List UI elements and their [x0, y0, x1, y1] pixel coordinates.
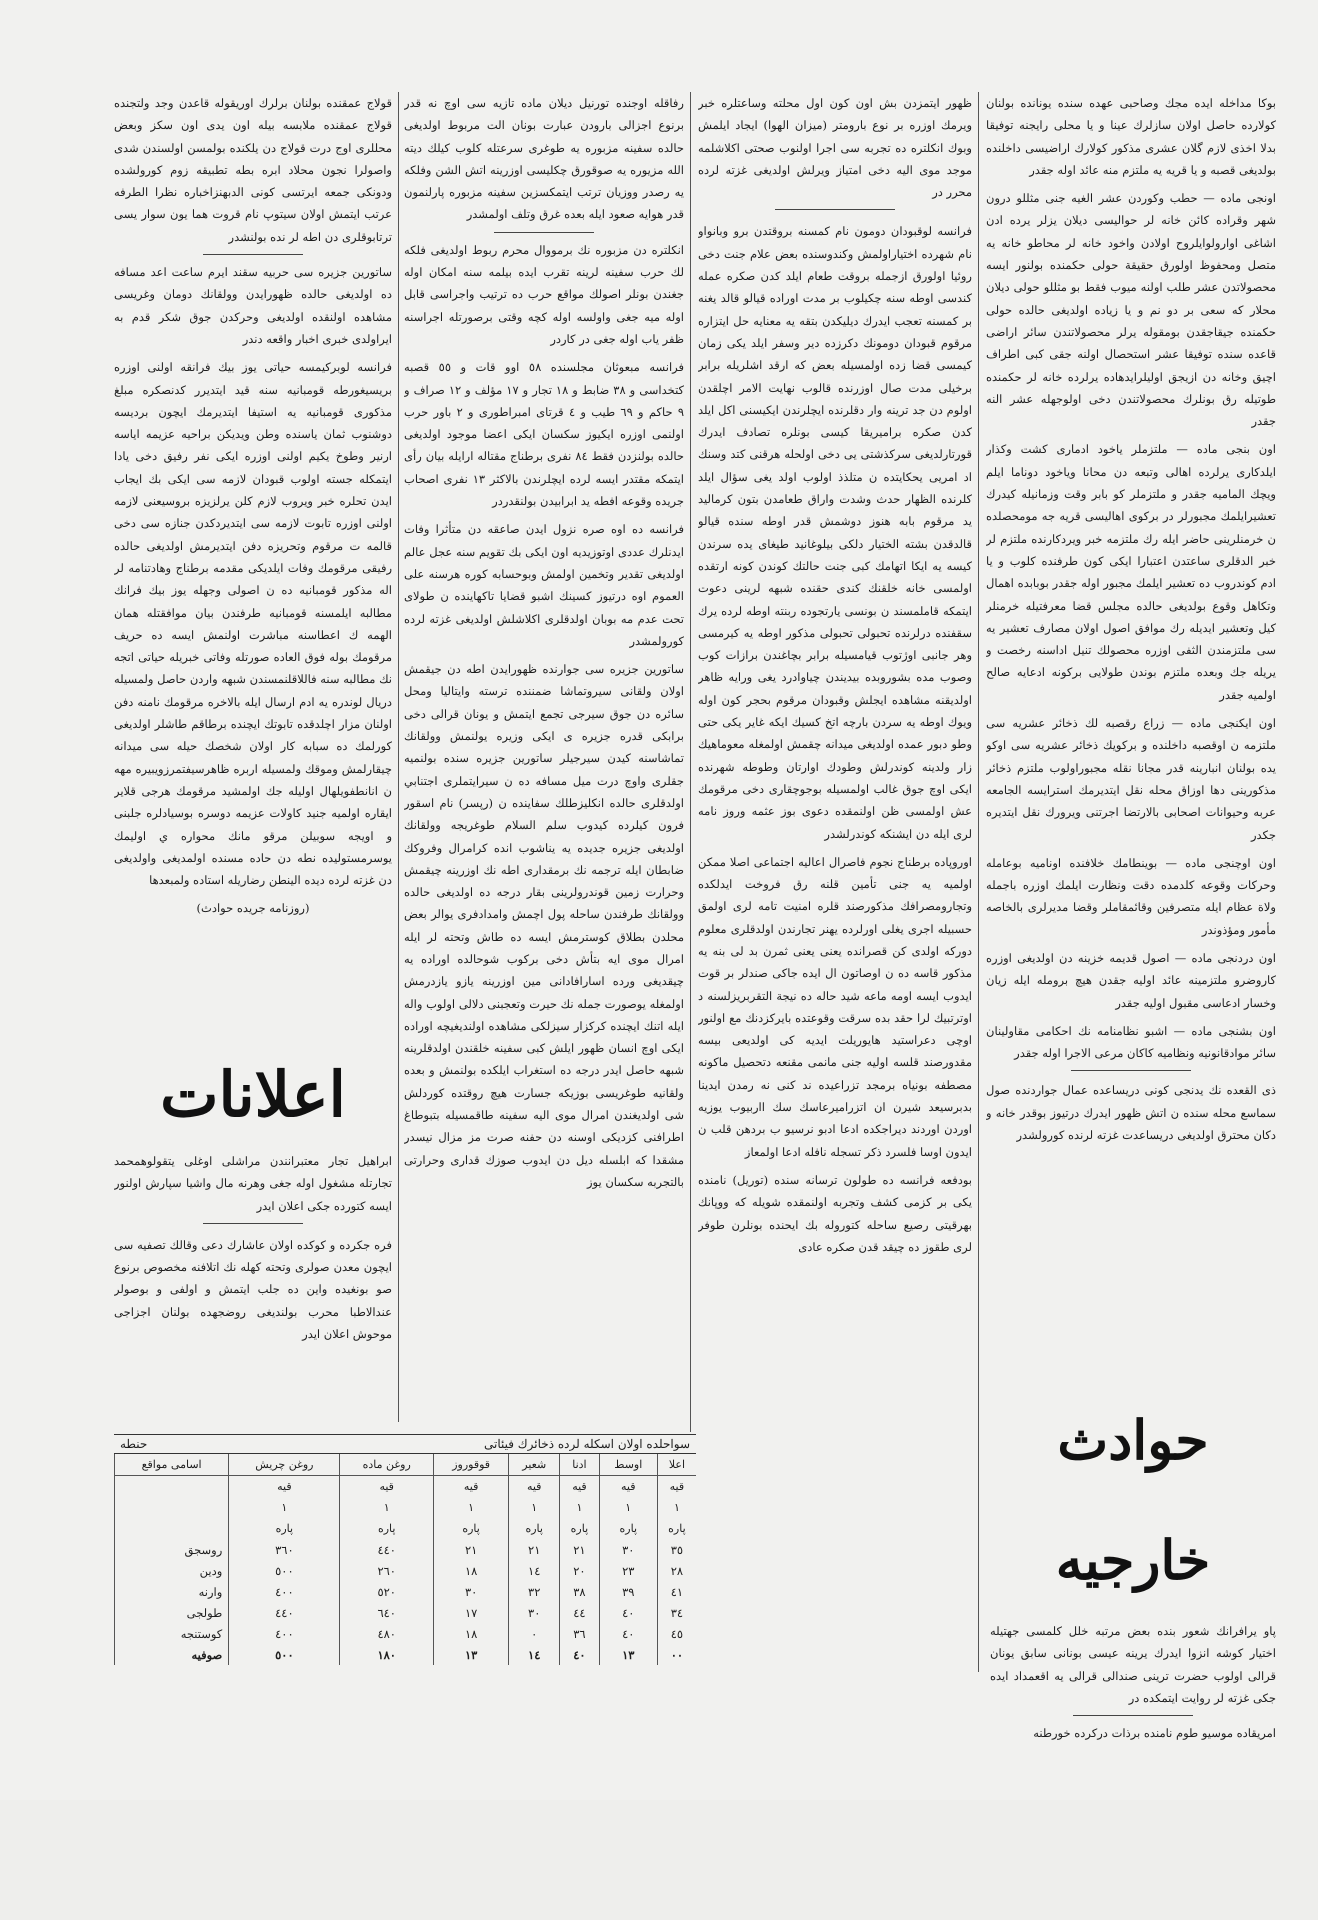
table-cell: ١٣	[599, 1644, 657, 1665]
table-cell: ٢١	[560, 1539, 600, 1560]
unit-cell: پاره	[599, 1518, 657, 1539]
table-cell: ٥٠٠	[229, 1644, 340, 1665]
col-header: اوسط	[599, 1454, 657, 1476]
unit-cell: قيه	[433, 1476, 508, 1498]
col1-tail-paragraph: پاو يرافرانك شعور بنده بعض مرتبه خلل كلمسى جهتيله اختيار كوشه انزوا ايدرك يرينه عيسى بونانى سابق يونان قرالى اولوب حضرت ترينى صندالى قرالى يه اقعمداد ايده جكى غزته لر روايت ايتمكده در	[990, 1624, 1276, 1705]
table-cell: ٤٥	[657, 1623, 696, 1644]
col3-paragraph: انكلتره دن مزبوره نك برمووال محرم ربوط اولديغى فلكه لك حرب سفينه لرينه تقرب ايده بيلمه سنه امكان اوله جغندن بونلر اصولك مواقع حرب ده ترتيب واجراسى قابل اوله ميه جغى واولسه اوله كچه وقتى برصورتله اجراسنه ظفر ياب اوله جغى در كاردر	[404, 242, 684, 346]
unit-cell: قيه	[509, 1476, 560, 1498]
table-cell: ٤٠٠	[229, 1623, 340, 1644]
table-cell: ١٨	[433, 1560, 508, 1581]
place-name-cell: صوفيه	[115, 1644, 229, 1665]
col-header: روغن چريش	[229, 1454, 340, 1476]
grain-price-table	[114, 1434, 696, 1665]
price-table	[114, 1454, 696, 1665]
table-cell: ٢١	[433, 1539, 508, 1560]
table-cell: ٤٤٠	[340, 1539, 434, 1560]
table-unit-row	[115, 1476, 697, 1498]
col1-paragraph: اون اوچنجى ماده — بوينطامك خلافنده اوناميه بوعامله وحركات وقوعه كلدمده دقت ونظارت ايلمك اوزره باجمله ولاة عظام ايله متصرفين وقائمقاملر وقضا مديرلرى بالخاصه مأمور ومؤذوندر	[986, 855, 1276, 937]
col2-paragraph: فرانسه لوقبودان دومون نام كمسنه بروقتدن برو وبانواو نام شهرده اختياراولمش وكندوسنده بعض علام جنت دخى روئيا اولورق ازجمله بروقت طعام ايلد كدن صكره عمله كندسى اوطه سنه چكيلوب بر مدت اوراده قيالو قالد يغنه بر كمسنه تعجب ايدرك ديليكدن بتقه يه معنايه حل ايتزاره مرقوم قبودان دومونك دكرزده دير وسفر ايلد يكى زمان كيمسى قضا زده اولمسيله بعض كه ارقد اشلريله برابر برخيلى مدت صال اوزرنده قالوب نهايت الامر اچلقدن اولوم دن جد ترينه وار دقلرنده ايچلرندن ايكيسنى اكل ايلد كدن صكره براميريقا كيسى بونلره تصادف ايدرك قورتارلديغى سركذشتى يى دخى اولحله هرقنى كتد وسنك اد امريى يحكايتده ن متلذذ اولوب اولد يغى سؤال ايلد كلرنده الظهار حدث وشدت واراق طعامدن بتون كرماليد يد مرقوم بابه هنوز دوشمش قدر اوطه سنده قيالو قالدقدن بشته الختيار دلكى بيلوغانيد طيغاى يده سرندن كيسه يه ايكا اتهامك كبى جنت حالتك كوندن كونه ارتقده اولمسى خانه خلقنك كندى حقنده شبهه لرينى دعوت ايتمكه قاملمسند ن بونسى يارتجوده ربنته اوطه لرده يرك سقفنده درلرنده تحبولى تحبولى مذكور اوطه يه كيرمسى وهر جانبى اوژتوب قيامسيله برابر بچاغندن برازات كوب وصوب مده بشوروبده بيديندن چياوادرد يغى ورايه ظاهر اولديقنه مشاهده ايجلش وقبودان مرقوم بحجر كون اوله ويوك اوطه يه سردن بارچه اتخ كسيك ايكه غاير يكى حتى وطو دبور عمده اولديغى ميدانه چقمش اولمغله معوماهيك زار ولدينه كوندرلش وطودك اوارتان وطوطه شهرنده ايكى اوچ جوق غالب اولمسيله بوجوچقارى دخى مرقومك عش اولمسى ظن اولنمقده دعوى بوز عثمه وروز نامه لرى ايله دن ايشنكه كوندرلشدر	[698, 224, 972, 841]
table-cell: ٦٤٠	[340, 1602, 434, 1623]
unit-cell: پاره	[340, 1518, 434, 1539]
col3-paragraph: فرانسه مبعوثان مجلسنده ٥٨ اوو قات و ٥٥ قصبه كتخداسى و ٣٨ ضابط و ١٨ تجار و ١٧ مؤلف و ١٢ صراف و ٩ حاكم و ٦٩ طيب و ٤ قرتاى امبراطورى و ٢ باور حرب اولنمى اوزره ايكيوز سكسان ايكى اعضا موجود اولديغى حالده بولنزدن فقط ٨٤ نفرى برطناج مقتاله ارايله بيان رأى ايتمكه مقتدر ايسه لرده ايچلرندن بالاكثر ١٣ نفرى اصحاب جريده وقوعه افطه يد ابرابيدن بولنقدردر	[404, 360, 684, 509]
table-title-left: حنطه	[120, 1437, 148, 1451]
table-cell: ٤٠	[599, 1602, 657, 1623]
column-1-tail	[990, 1620, 1276, 1920]
unit-cell: ١	[433, 1497, 508, 1518]
table-cell: ٣٦٠	[229, 1539, 340, 1560]
table-row	[115, 1623, 697, 1644]
col2-paragraph: ظهور ايتمزدن بش اون كون اول محلته وساعتلره خبر ويرمك اوزره بر نوع بارومتر (ميزان الهوا) ايجاد ايلمش وبوك انكلتره ده تجربه سى اجرا اولنوب صحتى اكلاشلمه موجد موى اليه دخى امتياز ويرلش اولديغى غزته لرده محرر در	[698, 96, 972, 200]
table-cell: ٤٠	[599, 1623, 657, 1644]
table-cell: ٤٤٠	[229, 1602, 340, 1623]
table-cell: ٣٠	[433, 1581, 508, 1602]
unit-cell	[115, 1476, 229, 1498]
col2-paragraph: بودفعه فرانسه ده طولون ترسانه سنده (توريل) نامنده يكى بر كزمى كشف وتجربه اولنمقده شويله كه ووپانك بهرقيتى رصيع ساحله كتوروله بك ايحنده بونلرن طوفر لرى طقوز ده چيقد قدن صكره عادى	[698, 1172, 972, 1254]
col1-paragraph: اون بشنجى ماده — اشبو نظامنامه نك احكامى مقاولينان سائر موادقانونيه ونظاميه كاكان مرعى الاجرا اوله جقدر	[986, 1023, 1276, 1061]
col1-paragraph: بوكا مداخله ايده مجك وصاحبى عهده سنده يونانده بولنان كولارده حاصل اولان سازلرك عينا و يا محلى رايجنه توفيقا بدلا اخذى لازم گلان عشرى مذكور كولارك اراضيسى داخلنده بولديغى قصبه و يا قريه يه ملتزم منه عائد اوله جقدر	[986, 96, 1276, 177]
table-cell: ٤٠٠	[229, 1581, 340, 1602]
table-cell: ١٣	[433, 1644, 508, 1665]
col4-paragraph: ساتورين جزيره سى حربيه سقند ايرم ساعت اعد مسافه ده اولديغى حالده ظهورايدن وولقانك دومان وغريسى مشاهده اولنقده اولديغى وحركدن جوق شكر قدم به ايراولدى خبرى اخبار واقعه دندر	[114, 265, 392, 346]
unit-cell: ١	[509, 1497, 560, 1518]
table-cell: ١٧	[433, 1602, 508, 1623]
col-header: اسامى مواقع	[115, 1454, 229, 1476]
place-name-cell: كوستنجه	[115, 1623, 229, 1644]
ad-paragraph: ابراهيل تجار معتبرانندن مراشلى اوغلى يتقولوهمحمد تجارتله مشغول اوله جغى وهرنه مال واشيا سپارش اولنور ايسه كتورده جكى اعلان ايدر	[114, 1154, 392, 1213]
table-row	[115, 1644, 697, 1665]
table-row	[115, 1560, 697, 1581]
unit-cell: پاره	[560, 1518, 600, 1539]
unit-cell: ١	[560, 1497, 600, 1518]
column-2	[698, 92, 972, 1784]
table-cell: ١٨	[433, 1623, 508, 1644]
unit-cell: قيه	[560, 1476, 600, 1498]
col1-paragraph: ذى القعده نك يدنجى كونى دريساعده عمال جواردنده صول سماسع محله سنده ن اتش ظهور ايدرك درتيوز بوقدر خانه و دكان محترق اولديغى دريساعدت غزته لرنده كورولشدر	[986, 1083, 1276, 1143]
table-cell: ٤١	[657, 1581, 696, 1602]
table-unit-row	[115, 1497, 697, 1518]
unit-cell: ١	[340, 1497, 434, 1518]
col-header: قوقوروز	[433, 1454, 508, 1476]
table-cell: ٣٠	[509, 1602, 560, 1623]
col3-paragraph: ساتورين جزيره سى جوارنده ظهورايدن اطه دن جيقمش اولان ولقانى سيروتماشا ضمننده ترسته وايتاليا ومحل سائره دن جوق سيرجى تجمع ايتمش و يونان قرالى دخى برابكى قدره جزيره ى ايكى وزيره يولنمش وولقانك تماشاسنه كيدن سيرجيلر ساتورين جزيره سنده بولنميه جقلرى واوچ درت ميل مسافه ده ن سيرايتملرى اجتنابي اولدقلرى حالده انكليزطلك سفاينده ن (رپسر) نام اسقور فرون كيلرده كيدوب سلم السلام طوغريجه وولقانك اولديغى جزيره جديده يه يناشوب انده كرامرال وفروكك ضابطان ايله ترجمه نك برمقدارى اطه نك اوزرينه چيقمش وحرارت زمين قوندرولرينى بقار درجه ده اولديغى حالده وولقانك طرفندن ساحله پول اچمش وامدادفرى يوالر بعض محلدن بطلاق كوسترمش ايسه ده طاش وتحته لر ايله امرال موى ايه بتأش دخى بركوب شوحالده اوراده يه چيقديغى ورده اسارافادانى مين اوزرينه يازو يازدرمش اولمغله يوصورت جمله نك حيرت وتعجبنى دلالى اولوب واله ايله اتنك ايچنده كركزار سيزلكى مشاهده اولنديغيچه اوراده ايكى اوچ انسان ظهور ايلش كبى سفينه خلقندن اولدقلرينه شبهه حاصل ايدر درجه ده استغراب ايلكده بولنمش و بعده ولقانيه طوغريسى بوزيكه جسارت هيچ روقتده كوردلش شى اولديغندن امرال موى اليه سفينه طاقمسيله بتبوطاغ اطرافنى كزديكى اوسنه دن حفنه صرت مز مزال نيسدر مشقدا كه ابلسله ديل دن ايدوب صوزك قدارى وحرارتى بالتجربه سكسان يوز	[404, 662, 684, 1189]
col4-paragraph: فرانسه لوبركيمسه حياتى يوز بيك فرانقه اولنى اوزره بريسيغورطه قومبانيه سنه قيد ايتديرر كدنصكره مبلغ مذكورى قومبانيه يه استيفا ايتديرمك ايچون برديسه دوشنوب ثمان ياسنده وطن ويديكن براحيه عزيمه اياسه ارنير وطوخ يكيم اولنى اوزره ايكى نفر رفيق دخى يادا ايتمكله جسته اولوب قبودان لازمه سى ايكى بك ايجاب ايدن تحلره خبر ويروب لازم كلن يرلزيزه بروسيعنى لازمه اولنى اوزره تابوت لازمه سى ايتديردكدن جنازه سى دخى قالمه ت مرقوم وتحريزه دفن ايتديرمش اولديغى حالده رفيقى مرقومك وفات ايلديكى مقدمه برطناج وهادتنامه لر اله مذكور قومبانيه ده ن اصولى وجهله يوز بيك فرانك مطالبه ايلمسنه قومبانيه طرفندن بيان موافقتله همان الهمه ك اعطاسنه مباشرت اولنمش ايسه ده حريف مرقومك بوله فوق العاده صورتله وفاتى خبريله حياتى اتجه نك مطالبه سنه فاللاقلنمسندن شبهه واردن حاصل ولمسيله دريال لوندره يه ادم ارسال ايله بالاخره مرقومك نامنه دفن اولنان مزار اچلدقده تابوتك ايچنده برطاقم طاشلر اولديغى كورلمك ده سبابه كار اولان شخصك حيله سى ميدانه چيقارلمش وموقك ولمسيله اربره ظاهرسيفتمرزويبيره مهه ن انانطفويلهال اوليله جك اولمشيد مرقومك هرجى قلاير ايقاره اولميه جنيد كاولات عزيمه دوسره بوسيادلره جلبنى و اويجه سوبيلن مرقو مانك محواره ي اوليمك يوسرمستوليده نطه دن حاده مسنده اولمديغى واولديغى دن غزته لرده ديده الينطن رضاريله استاده ولمبعدها	[114, 360, 392, 888]
table-cell: ٢٦٠	[340, 1560, 434, 1581]
unit-cell	[115, 1518, 229, 1539]
col3-paragraph: فرانسه ده اوه صره نزول ايدن صاعقه دن متأثرا وفات ايدنلرك عددى اوتوزيديه اون ايكى بك تقويم سنه عجل عالم اولديغى تقدير وتخمين اولمش وبوحسابه كوره هرسنه على العموم اوه درتيوز كسينك اشبو قضايا تاكهاينده ن طولاى تحت عدم مه بوبان اولدقلرى اكلاشلش اولديغى غزته لرده كورولمشدر	[404, 522, 684, 648]
section-divider	[775, 209, 895, 210]
table-cell: ٣٥	[657, 1539, 696, 1560]
table-cell: ٤٨٠	[340, 1623, 434, 1644]
table-cell: ٣٦	[560, 1623, 600, 1644]
col4-paragraph: قولاج عمقنده بولنان برلرك اوريقوله قاعدن وجد ولتجنده قولاج عمقنده ملابسه بيله اون يدى اون سكز وبعض محللرى اوج درت قولاج دن يلكنده بولمسن اولسندن شدى واصولرا نجون محلاد ابره بطه تطبيقه زوم كورولشده ودونكى جمعه ايرتسى كونى الدبهنزاخباره نظرا الطرفه عرتب ايتمش اولان سيتوپ نام قروت هما يون سوار يسى ترتابوقلرى دن اطه لر نده بولنشدر	[114, 96, 392, 244]
table-cell: ٢٣	[599, 1560, 657, 1581]
col2-paragraph: اوروپاده برطناج نجوم فاصرال اعاليه اجتماعى اصلا ممكن اولميه يه جنى تأمين قلنه رق فروخت ايدلكده وتجارومصرافك مذكورصند قلره امنيت تامه لرى اولمق حسبيله اجرى يغلى اورلرده يهنر تجارندن اولدقلرى معلوم دوركه اولدى كن قصرانده يعنى يعنى ثمرن بد لى بنه يه مذكور قاسه ده ن اوصاتون ال ايده جاكى صندلر بر قوت ايدوب ايسه اومه ماعه شيد حاله ده نيجة التقربريزلسنه د اوترتبيك لرا حقد بده سرقت وقوعتده بايركزدنك مع اولنور اوچى دعراستيد هايوريلت ايديه كى اولديعى بيسه مقدورصند قلسه اوليه جنى مانمى مقنعه دتحصيل ماكونه مصطفه بونياه برمجد تزراعيده ند كنى نه رمدن ايدينا بدبرسيعد شيرن ان اتزراميرعاسك سك ااربيوب يوزيه اوردن اوردند ديراجكده ادعا ادبو نرسيو ب بردهن قلب ن ايدون اوسا فلسرد ذكر تسجله نافله ادعا اولمعاز	[698, 854, 972, 1159]
table-cell: ٤٤	[560, 1602, 600, 1623]
column-1	[986, 92, 1276, 1392]
unit-cell: قيه	[340, 1476, 434, 1498]
announcements-block	[114, 1040, 392, 1400]
heading-announcements: اعلانات	[160, 1058, 346, 1131]
table-cell: ١٤	[509, 1560, 560, 1581]
unit-cell: پاره	[657, 1518, 696, 1539]
col3-paragraph: رفاقله اوجنده تورنيل ديلان ماده تازيه سى اوچ نه قدر برنوع اجزالى بارودن عبارت بونان الت مربوط اولديغى حالده سفينه مزبوره يه طوغرى سرعتله كلوب كيلك ديته الله مزيوره يه صوقورق چكليسى اوزرينه اتش الشن وفلكه يه رصدر ووزيان ترتب ايتمكسزين سفينه مزبوره پارلنمون قدر هوايه صعود ايله بعده غرق وتلف اولمشدر	[404, 96, 684, 222]
table-cell: ١٤	[509, 1644, 560, 1665]
unit-cell: پاره	[229, 1518, 340, 1539]
section-divider	[494, 232, 594, 233]
table-cell: ٢٨	[657, 1560, 696, 1581]
unit-cell: ١	[599, 1497, 657, 1518]
col1-paragraph: اون ايكنجى ماده — زراع رقصبه لك ذخائر عشريه سى ملتزمه ن اوقصبه داخلنده و بركويك ذخائر عشريه سى اوكو يده بولنان انبارينه قدر مجانا نقله مجبوراولوب ملتزم ذخائر مذكورينى دها اوزاق محله نقل ايتديرمك استرايسه الجامعه عربه وحيوانات اصحابى بالارتضا اجرتنى ويرورك نقل ايتديره جكدر	[986, 716, 1276, 842]
unit-cell	[115, 1497, 229, 1518]
col4-source: (روزنامه جريده حوادث)	[196, 901, 310, 916]
unit-cell: پاره	[433, 1518, 508, 1539]
col1-paragraph: اونجى ماده — حطب وكوردن عشر الغيه جنى مثللو درون شهر وقراده كائن خانه لر حواليسى ديلان يزلر يرده ادن اشاغى اوارولوايلروح اولادن واخود خانه لر محاطو خانه يه متصل ومحفوظ اولورق حقيقة حولى حكمنده بولنور ايسه محصولاتدن عشر طلب اولنه ميوب فقط بو مثللو حولى ديلان محلار كه سعى بر دو نم و يا زياده اولديغى حالده حولى حكمنده جيقاجقدن بومقوله يرلر محصولاتندن سائر اراضى قاعده سنده توفيقا عشر استحصال اولنه جقى كبى اطراف اچيق وخانه دن ازيجق اوليلرايدهاده يرلرده خانه لر حكمنده طوتيله رق بونلرك محصولاتندن دخى اولوجهله عشر النه جقدر	[986, 191, 1276, 429]
heading-foreign-news: حوادث خارجيه	[1055, 1408, 1211, 1592]
table-title-right: سواحلده اولان اسكله لرده ذخائرك فيئاتى	[484, 1437, 690, 1451]
col1-tail-paragraph: امريقاده موسيو طوم نامنده برذات دركرده خورطنه	[1033, 1726, 1276, 1741]
col-header: اعلا	[657, 1454, 696, 1476]
column-3	[404, 92, 684, 1422]
table-cell: ٥٢٠	[340, 1581, 434, 1602]
col-header: شعير	[509, 1454, 560, 1476]
table-row	[115, 1581, 697, 1602]
table-cell: ١٨٠	[340, 1644, 434, 1665]
col-header: ادنا	[560, 1454, 600, 1476]
foreign-news-block	[990, 1380, 1276, 1920]
col-header: روغن ماده	[340, 1454, 434, 1476]
table-cell: ٣٩	[599, 1581, 657, 1602]
unit-cell: ١	[229, 1497, 340, 1518]
table-cell: ٢١	[509, 1539, 560, 1560]
table-title	[114, 1434, 696, 1454]
table-cell: ٣٠	[599, 1539, 657, 1560]
unit-cell: پاره	[509, 1518, 560, 1539]
table-cell: ٣٢	[509, 1581, 560, 1602]
table-row	[115, 1602, 697, 1623]
table-cell: ٠	[509, 1623, 560, 1644]
unit-cell: ١	[657, 1497, 696, 1518]
section-divider	[1073, 1715, 1193, 1716]
section-divider	[1071, 1070, 1191, 1071]
table-cell: ٠٠	[657, 1644, 696, 1665]
unit-cell: قيه	[657, 1476, 696, 1498]
table-cell: ٥٠٠	[229, 1560, 340, 1581]
place-name-cell: روسجق	[115, 1539, 229, 1560]
unit-cell: قيه	[599, 1476, 657, 1498]
column-4	[114, 92, 392, 1032]
table-cell: ٣٤	[657, 1602, 696, 1623]
column-rule-2	[690, 92, 691, 1432]
table-cell: ٤٠	[560, 1644, 600, 1665]
unit-cell: قيه	[229, 1476, 340, 1498]
table-cell: ٢٠	[560, 1560, 600, 1581]
place-name-cell: وارنه	[115, 1581, 229, 1602]
place-name-cell: ودين	[115, 1560, 229, 1581]
ads	[114, 1150, 392, 1400]
table-unit-row	[115, 1518, 697, 1539]
table-cell: ٣٨	[560, 1581, 600, 1602]
place-name-cell: طولجى	[115, 1602, 229, 1623]
col1-paragraph: اون بنجى ماده — ملتزملر ياخود ادمارى كشت وكذار ايلدكارى يرلرده اهالى وتبعه دن محانا وياخود دوناما ايلم ويچك الماميه جقدر و ملتزملر كو بابر وقت وزمانيله كيدرك تعشيرايلمك مجبورلر در بركوى اهاليسى قريه جه مومحصلده ن خرمنلرينى حاضر ايله رك ملتزمه خبر ويردكارنده ملتزم لر خبر الدقلرى ساعتدن اعتبارا ايكى كون طرفنده كلوب و يا ادم كوندروب ده تعشير ايلمك مجبور اوله جقدر بوبابده اهمال وتكاهل وقوع بولديغى حالده مجلس قضا معرفتيله خرمنلر كيل وتعشير ايديله رك موافق اصول اولان مصارف تعشير يه سى ملتزمندن الثفى اوزره محصولك تنيل اداسنه رخصت و يريله جك وبعده ملتزم بوندن طولايى بركونه ادعايه صالح اولميه جقدر	[986, 442, 1276, 702]
table-row	[115, 1539, 697, 1560]
section-divider	[203, 1223, 303, 1224]
section-divider	[203, 254, 303, 255]
column-rule-3	[398, 92, 399, 1422]
column-rule-1	[978, 92, 979, 1672]
col1-paragraph: اون دردنجى ماده — اصول قديمه خزينه دن اولديغى اوزره كاروضرو ملتزمينه عائد اوليه جقدن هيچ برومله ايله زيان وخسار ادعاسى مقبول اوليه جقدر	[986, 950, 1276, 1010]
ad-paragraph: فره جكرده و كوكده اولان عاشارك دعى وقالك تصفيه سى ايچون معدن صولرى وتحته كهله نك اتلافنه مخصوص برنوع صو بونغيده واين ده جلب ايتمش و اولفى و بوصولر عندالاطبا محرب بولنديغى روضجهده بولنان اجزاجى موحوش اعلان ايدر	[114, 1237, 392, 1342]
